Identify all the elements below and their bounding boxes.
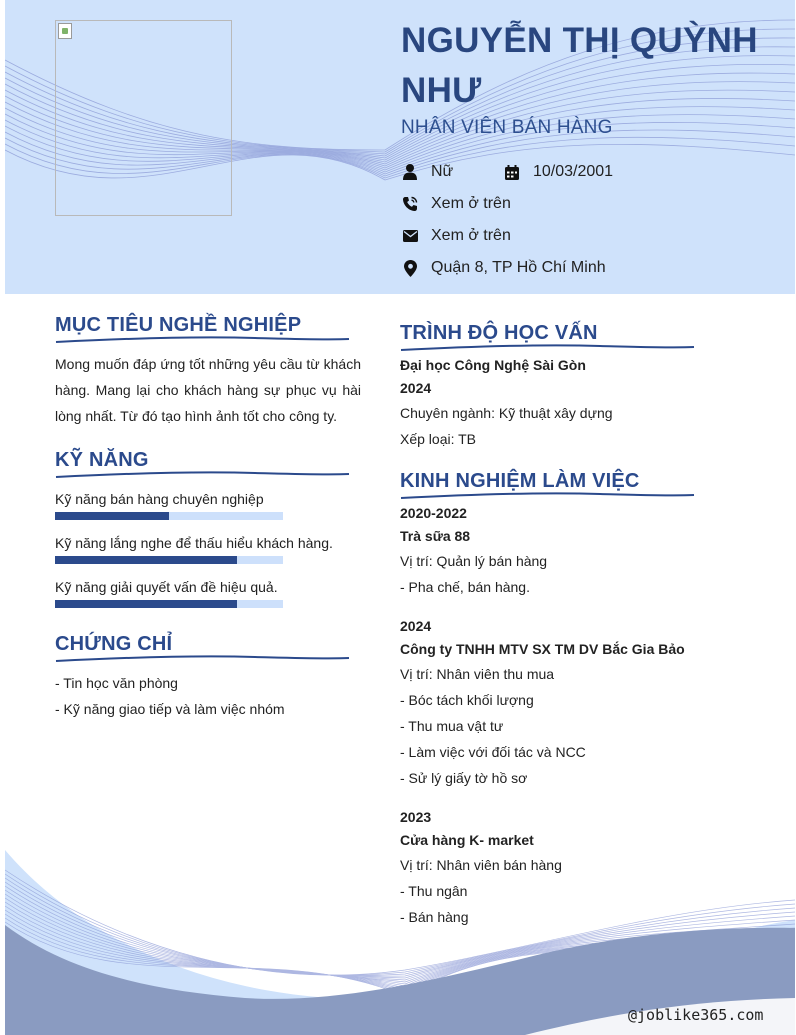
education-school: Đại học Công Nghệ Sài Gòn xyxy=(400,357,586,373)
job-task: - Làm việc với đối tác và NCC xyxy=(400,744,586,760)
address-value: Quận 8, TP Hồ Chí Minh xyxy=(431,259,606,276)
job-period: 2024 xyxy=(400,618,432,634)
job-period: 2023 xyxy=(400,809,432,825)
education-underline xyxy=(400,342,695,354)
gender-row xyxy=(401,161,453,183)
certificates-title: CHỨNG CHỈ xyxy=(55,633,173,655)
skills-underline xyxy=(55,469,350,481)
skill-level-bar xyxy=(55,600,283,608)
email-value: Xem ở trên xyxy=(431,227,511,244)
skill-level-fill xyxy=(55,512,169,520)
broken-image-icon xyxy=(58,23,72,39)
phone-icon xyxy=(401,195,419,213)
skill-level-bar xyxy=(55,556,283,564)
education-title: TRÌNH ĐỘ HỌC VẤN xyxy=(400,322,598,344)
user-icon xyxy=(401,163,419,181)
job-position: Vị trí: Nhân viên thu mua xyxy=(400,666,555,682)
job-task: - Pha chế, bán hàng. xyxy=(400,579,530,595)
job-task: - Thu mua vật tư xyxy=(400,718,504,734)
job-task: - Bóc tách khối lượng xyxy=(400,692,534,708)
candidate-name: NGUYỄN THỊ QUỲNH NHƯ xyxy=(401,21,758,110)
job-company: Cửa hàng K- market xyxy=(400,832,534,848)
skill-level-fill xyxy=(55,556,237,564)
map-pin-icon xyxy=(401,259,419,277)
phone-value: Xem ở trên xyxy=(431,195,511,212)
education-rank: Xếp loại: TB xyxy=(400,431,477,447)
objective-title: MỤC TIÊU NGHỀ NGHIỆP xyxy=(55,314,302,336)
objective-underline xyxy=(55,334,350,346)
birthdate-value: 10/03/2001 xyxy=(533,163,614,180)
skill-level-fill xyxy=(55,600,237,608)
job-position: Vị trí: Nhân viên bán hàng xyxy=(400,857,562,873)
experience-title: KINH NGHIỆM LÀM VIỆC xyxy=(400,470,640,492)
objective-text: Mong muốn đáp ứng tốt những yêu cầu từ khách hàng. Mang lại cho khách hàng sự phục vụ hài lòng nhất. Từ đó tạo hình ảnh tốt cho công ty. xyxy=(55,356,361,424)
job-period: 2020-2022 xyxy=(400,505,467,521)
education-year: 2024 xyxy=(400,380,432,396)
skill-label: Kỹ năng lắng nghe để thấu hiểu khách hàng. xyxy=(55,535,333,551)
experience-underline xyxy=(400,490,695,502)
cv-page xyxy=(5,0,795,1035)
calendar-icon xyxy=(503,163,521,181)
job-company: Công ty TNHH MTV SX TM DV Bắc Gia Bảo xyxy=(400,641,685,657)
job-company: Trà sữa 88 xyxy=(400,528,471,544)
job-task: - Thu ngân xyxy=(400,883,468,899)
address-row xyxy=(401,257,606,279)
job-title: NHÂN VIÊN BÁN HÀNG xyxy=(401,117,613,138)
phone-row xyxy=(401,193,511,215)
job-position: Vị trí: Quản lý bán hàng xyxy=(400,553,548,569)
job-task: - Bán hàng xyxy=(400,909,469,925)
birthdate-row xyxy=(503,161,613,183)
header-banner xyxy=(5,0,795,294)
skill-level-bar xyxy=(55,512,283,520)
envelope-icon xyxy=(401,227,419,245)
certificate-item: - Tin học văn phòng xyxy=(55,675,178,691)
website-watermark: @joblike365.com xyxy=(628,1006,764,1024)
skill-label: Kỹ năng bán hàng chuyên nghiệp xyxy=(55,491,264,507)
profile-photo xyxy=(55,20,232,216)
certificate-item: - Kỹ năng giao tiếp và làm việc nhóm xyxy=(55,701,285,717)
skills-title: KỸ NĂNG xyxy=(55,449,149,471)
certificates-underline xyxy=(55,653,350,665)
skill-label: Kỹ năng giải quyết vấn đề hiệu quả. xyxy=(55,579,278,595)
education-major: Chuyên ngành: Kỹ thuật xây dựng xyxy=(400,405,613,421)
email-row xyxy=(401,225,511,247)
gender-value: Nữ xyxy=(431,163,454,180)
job-task: - Sử lý giấy tờ hồ sơ xyxy=(400,770,528,786)
